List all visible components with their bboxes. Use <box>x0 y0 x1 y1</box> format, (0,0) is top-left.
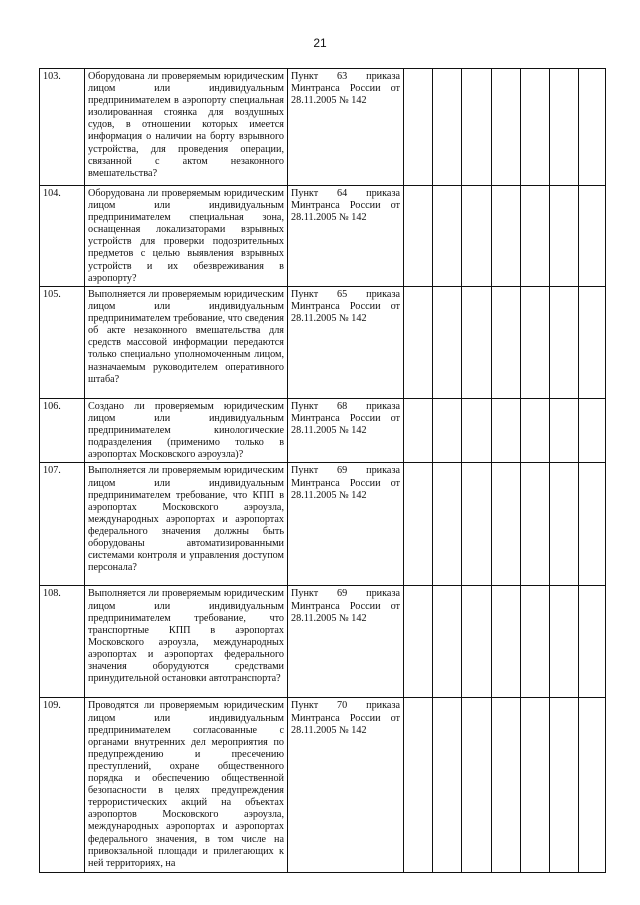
answer-cell[interactable] <box>492 463 521 586</box>
question-text: Выполняется ли проверяемым юридическим лицом или индивидуальным предпринимателем требование, что транспортные КПП в аэропортах Московского аэроузла, международных аэропортах и аэропортах федерального значения оборудуются средствами принудительной остановки автотранспорта? <box>85 586 288 698</box>
answer-cell[interactable] <box>579 399 606 463</box>
answer-cell[interactable] <box>492 399 521 463</box>
answer-cell[interactable] <box>521 586 550 698</box>
answer-cell[interactable] <box>433 698 462 873</box>
row-number: 109. <box>40 698 85 873</box>
answer-cell[interactable] <box>579 586 606 698</box>
legal-reference: Пункт 69 приказа Минтранса России от 28.11.2005 № 142 <box>288 586 404 698</box>
answer-cell[interactable] <box>579 186 606 287</box>
answer-cell[interactable] <box>404 586 433 698</box>
answer-cell[interactable] <box>462 463 492 586</box>
row-number: 106. <box>40 399 85 463</box>
answer-cell[interactable] <box>492 186 521 287</box>
question-text: Оборудована ли проверяемым юридическим лицом или индивидуальным предпринимателем специальная зона, оснащенная локализаторами взрывных устройств для проверки подозрительных предметов с целью выявления взрывных устройств и их обезвреживания в аэропорту? <box>85 186 288 287</box>
table-row <box>40 463 606 586</box>
question-text: Выполняется ли проверяемым юридическим лицом или индивидуальным предпринимателем требование, что КПП в аэропортах Московского аэроузла, международных аэропортах и аэропортах федерального значения должны быть оборудованы автоматизированными системами контроля и управления доступом персонала? <box>85 463 288 586</box>
table-row <box>40 186 606 287</box>
answer-cell[interactable] <box>521 698 550 873</box>
answer-cell[interactable] <box>433 186 462 287</box>
answer-cell[interactable] <box>550 586 579 698</box>
question-text: Создано ли проверяемым юридическим лицом или индивидуальным предпринимателем кинологические подразделения (применимо только в аэропортах Московского аэроузла)? <box>85 399 288 463</box>
answer-cell[interactable] <box>462 399 492 463</box>
answer-cell[interactable] <box>462 287 492 399</box>
legal-reference: Пункт 63 приказа Минтранса России от 28.11.2005 № 142 <box>288 69 404 186</box>
answer-cell[interactable] <box>521 399 550 463</box>
answer-cell[interactable] <box>404 399 433 463</box>
answer-cell[interactable] <box>404 186 433 287</box>
table-row <box>40 586 606 698</box>
answer-cell[interactable] <box>550 69 579 186</box>
table-row <box>40 698 606 873</box>
answer-cell[interactable] <box>521 287 550 399</box>
answer-cell[interactable] <box>462 586 492 698</box>
answer-cell[interactable] <box>492 287 521 399</box>
answer-cell[interactable] <box>521 463 550 586</box>
answer-cell[interactable] <box>462 69 492 186</box>
row-number: 108. <box>40 586 85 698</box>
answer-cell[interactable] <box>579 69 606 186</box>
answer-cell[interactable] <box>521 69 550 186</box>
legal-reference: Пункт 68 приказа Минтранса России от 28.11.2005 № 142 <box>288 399 404 463</box>
answer-cell[interactable] <box>550 399 579 463</box>
answer-cell[interactable] <box>462 698 492 873</box>
answer-cell[interactable] <box>550 186 579 287</box>
row-number: 104. <box>40 186 85 287</box>
answer-cell[interactable] <box>433 399 462 463</box>
answer-cell[interactable] <box>492 586 521 698</box>
answer-cell[interactable] <box>521 186 550 287</box>
answer-cell[interactable] <box>462 186 492 287</box>
answer-cell[interactable] <box>404 698 433 873</box>
legal-reference: Пункт 69 приказа Минтранса России от 28.11.2005 № 142 <box>288 463 404 586</box>
row-number: 103. <box>40 69 85 186</box>
answer-cell[interactable] <box>404 463 433 586</box>
question-text: Проводятся ли проверяемым юридическим лицом или индивидуальным предпринимателем согласованные с органами внутренних дел мероприятия по предупреждению и пресечению преступлений, охране общественного порядка и обеспечению общественной безопасности в целях предупреждения террористических акций на объектах аэропортов Московского аэроузла, международных аэропортах и аэропортах федерального значения, в том числе на привокзальной площади и прилегающих к ней территориях, на <box>85 698 288 873</box>
page-number: 21 <box>313 36 327 50</box>
table-row <box>40 287 606 399</box>
answer-cell[interactable] <box>492 698 521 873</box>
row-number: 105. <box>40 287 85 399</box>
answer-cell[interactable] <box>550 698 579 873</box>
answer-cell[interactable] <box>579 698 606 873</box>
answer-cell[interactable] <box>433 287 462 399</box>
question-text: Оборудована ли проверяемым юридическим лицом или индивидуальным предпринимателем в аэропорту специальная изолированная стоянка для воздушных судов, в отношении которых имеется информация о наличии на борту взрывного устройства, для проведения операции, связанной с актом незаконного вмешательства? <box>85 69 288 186</box>
row-number: 107. <box>40 463 85 586</box>
answer-cell[interactable] <box>433 586 462 698</box>
legal-reference: Пункт 64 приказа Минтранса России от 28.11.2005 № 142 <box>288 186 404 287</box>
answer-cell[interactable] <box>579 463 606 586</box>
answer-cell[interactable] <box>433 463 462 586</box>
question-text: Выполняется ли проверяемым юридическим лицом или индивидуальным предпринимателем требование, что сведения об акте незаконного вмешательства для средств массовой информации передаются только специально уполномоченным лицом, назначаемым руководителем оперативного штаба? <box>85 287 288 399</box>
checklist-table <box>39 68 606 873</box>
answer-cell[interactable] <box>404 287 433 399</box>
table-row <box>40 69 606 186</box>
table-row <box>40 399 606 463</box>
answer-cell[interactable] <box>550 463 579 586</box>
answer-cell[interactable] <box>550 287 579 399</box>
answer-cell[interactable] <box>492 69 521 186</box>
legal-reference: Пункт 65 приказа Минтранса России от 28.11.2005 № 142 <box>288 287 404 399</box>
answer-cell[interactable] <box>433 69 462 186</box>
answer-cell[interactable] <box>579 287 606 399</box>
answer-cell[interactable] <box>404 69 433 186</box>
legal-reference: Пункт 70 приказа Минтранса России от 28.11.2005 № 142 <box>288 698 404 873</box>
